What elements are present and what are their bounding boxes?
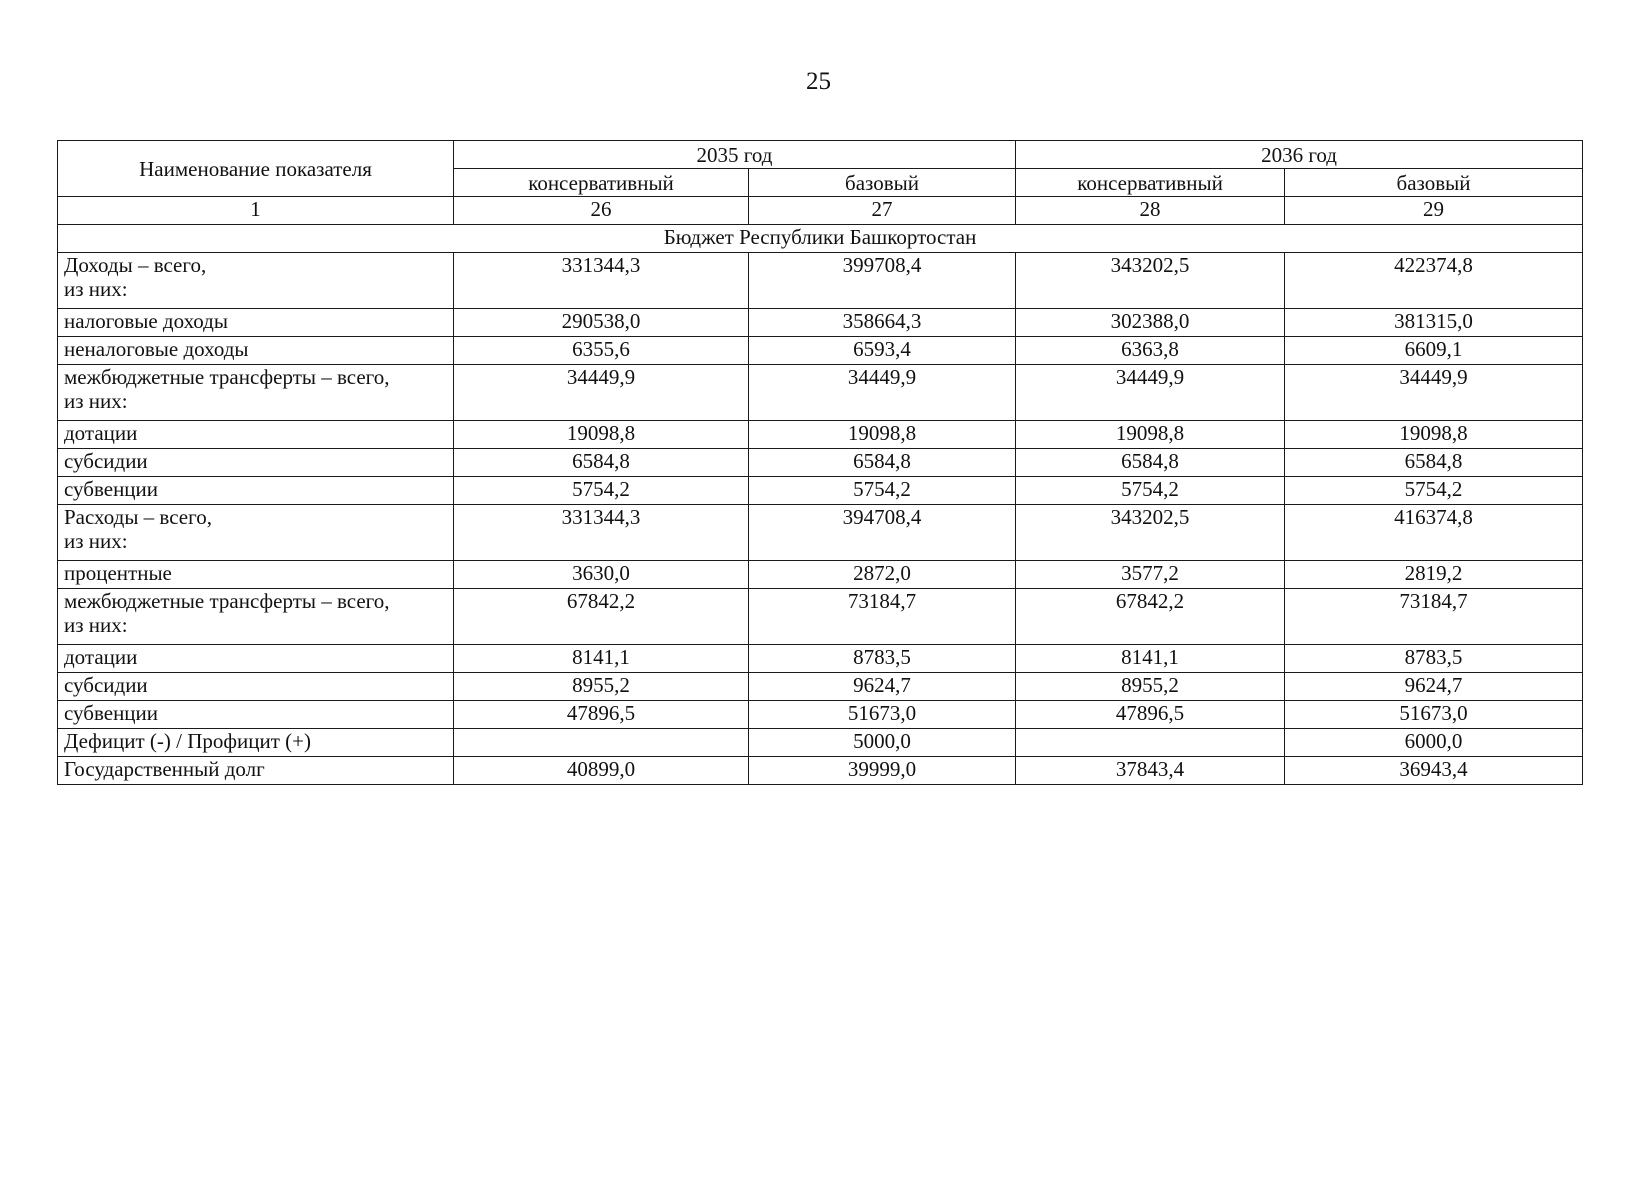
value-cell: 19098,8 [749, 421, 1016, 449]
row-label [58, 561, 454, 589]
value-cell: 302388,0 [1016, 309, 1285, 337]
value-cell: 6609,1 [1285, 337, 1583, 365]
row-label-line: дотации [64, 645, 138, 669]
row-label-line: из них: [64, 613, 128, 637]
row-label-line: из них: [64, 389, 128, 413]
value-cell: 34449,9 [1016, 365, 1285, 421]
table-row [58, 589, 1583, 645]
row-label-line: Доходы – всего, [64, 253, 207, 277]
value-cell [454, 729, 749, 757]
value-cell: 34449,9 [1285, 365, 1583, 421]
value-cell: 6593,4 [749, 337, 1016, 365]
header-year-2035: 2035 год [454, 141, 1016, 169]
row-label [58, 365, 454, 421]
row-label [58, 645, 454, 673]
value-cell [1016, 729, 1285, 757]
value-cell: 343202,5 [1016, 505, 1285, 561]
value-cell: 5754,2 [1285, 477, 1583, 505]
value-cell: 331344,3 [454, 505, 749, 561]
table-row [58, 757, 1583, 785]
value-cell: 67842,2 [454, 589, 749, 645]
value-cell: 6355,6 [454, 337, 749, 365]
row-label [58, 589, 454, 645]
value-cell: 399708,4 [749, 253, 1016, 309]
table-row [58, 337, 1583, 365]
column-number: 26 [454, 197, 749, 225]
value-cell: 2819,2 [1285, 561, 1583, 589]
table-row [58, 365, 1583, 421]
table-row [58, 729, 1583, 757]
budget-table [57, 140, 1583, 785]
table-row [58, 645, 1583, 673]
row-label-line: Дефицит (-) / Профицит (+) [64, 729, 311, 753]
row-label-line: неналоговые доходы [64, 337, 249, 361]
value-cell: 6584,8 [1285, 449, 1583, 477]
row-label-line: субсидии [64, 673, 148, 697]
row-label [58, 673, 454, 701]
table-row [58, 253, 1583, 309]
header-2035-base: базовый [749, 169, 1016, 197]
section-row [58, 225, 1583, 253]
row-label-line: налоговые доходы [64, 309, 228, 333]
value-cell: 343202,5 [1016, 253, 1285, 309]
header-year-2036: 2036 год [1016, 141, 1583, 169]
table-row [58, 673, 1583, 701]
table-row [58, 701, 1583, 729]
table-row [58, 505, 1583, 561]
value-cell: 67842,2 [1016, 589, 1285, 645]
value-cell: 8955,2 [454, 673, 749, 701]
table-row [58, 449, 1583, 477]
value-cell: 3577,2 [1016, 561, 1285, 589]
value-cell: 331344,3 [454, 253, 749, 309]
table-row [58, 477, 1583, 505]
page-number: 25 [806, 68, 831, 95]
value-cell: 8141,1 [1016, 645, 1285, 673]
value-cell: 416374,8 [1285, 505, 1583, 561]
column-number: 29 [1285, 197, 1583, 225]
header-2036-conservative: консервативный [1016, 169, 1285, 197]
row-label-line: субсидии [64, 449, 148, 473]
table-row [58, 561, 1583, 589]
column-number-row [58, 197, 1583, 225]
value-cell: 6584,8 [749, 449, 1016, 477]
value-cell: 5000,0 [749, 729, 1016, 757]
table-row [58, 309, 1583, 337]
value-cell: 47896,5 [454, 701, 749, 729]
value-cell: 3630,0 [454, 561, 749, 589]
row-label [58, 449, 454, 477]
value-cell: 5754,2 [1016, 477, 1285, 505]
value-cell: 39999,0 [749, 757, 1016, 785]
row-label [58, 253, 454, 309]
row-label-line: межбюджетные трансферты – всего, [64, 589, 390, 613]
value-cell: 19098,8 [454, 421, 749, 449]
table-row [58, 421, 1583, 449]
value-cell: 394708,4 [749, 505, 1016, 561]
value-cell: 6584,8 [454, 449, 749, 477]
row-label-line: из них: [64, 277, 128, 301]
row-label-line: межбюджетные трансферты – всего, [64, 365, 390, 389]
value-cell: 8141,1 [454, 645, 749, 673]
row-label-line: субвенции [64, 701, 159, 725]
row-label [58, 421, 454, 449]
header-2036-base: базовый [1285, 169, 1583, 197]
value-cell: 8783,5 [1285, 645, 1583, 673]
value-cell: 8955,2 [1016, 673, 1285, 701]
value-cell: 290538,0 [454, 309, 749, 337]
value-cell: 73184,7 [1285, 589, 1583, 645]
row-label [58, 477, 454, 505]
row-label [58, 729, 454, 757]
column-number: 28 [1016, 197, 1285, 225]
value-cell: 6000,0 [1285, 729, 1583, 757]
row-label [58, 337, 454, 365]
value-cell: 2872,0 [749, 561, 1016, 589]
value-cell: 37843,4 [1016, 757, 1285, 785]
value-cell: 51673,0 [1285, 701, 1583, 729]
table-header [58, 141, 1583, 197]
row-label-line: из них: [64, 529, 128, 553]
row-label-line: Государственный долг [64, 757, 265, 781]
value-cell: 34449,9 [454, 365, 749, 421]
row-label-line: дотации [64, 421, 138, 445]
value-cell: 36943,4 [1285, 757, 1583, 785]
value-cell: 5754,2 [749, 477, 1016, 505]
row-label [58, 309, 454, 337]
value-cell: 34449,9 [749, 365, 1016, 421]
value-cell: 47896,5 [1016, 701, 1285, 729]
value-cell: 9624,7 [749, 673, 1016, 701]
value-cell: 8783,5 [749, 645, 1016, 673]
value-cell: 358664,3 [749, 309, 1016, 337]
value-cell: 51673,0 [749, 701, 1016, 729]
value-cell: 381315,0 [1285, 309, 1583, 337]
value-cell: 73184,7 [749, 589, 1016, 645]
value-cell: 9624,7 [1285, 673, 1583, 701]
column-number: 1 [58, 197, 454, 225]
value-cell: 19098,8 [1016, 421, 1285, 449]
section-title: Бюджет Республики Башкортостан [58, 225, 1583, 253]
value-cell: 6584,8 [1016, 449, 1285, 477]
value-cell: 6363,8 [1016, 337, 1285, 365]
table-body [58, 197, 1583, 785]
header-2035-conservative: консервативный [454, 169, 749, 197]
value-cell: 422374,8 [1285, 253, 1583, 309]
column-number: 27 [749, 197, 1016, 225]
row-label [58, 505, 454, 561]
row-label-line: субвенции [64, 477, 159, 501]
row-label-line: процентные [64, 561, 172, 585]
value-cell: 40899,0 [454, 757, 749, 785]
row-label [58, 757, 454, 785]
value-cell: 5754,2 [454, 477, 749, 505]
row-label-line: Расходы – всего, [64, 505, 212, 529]
value-cell: 19098,8 [1285, 421, 1583, 449]
header-indicator-name: Наименование показателя [58, 141, 454, 197]
row-label [58, 701, 454, 729]
